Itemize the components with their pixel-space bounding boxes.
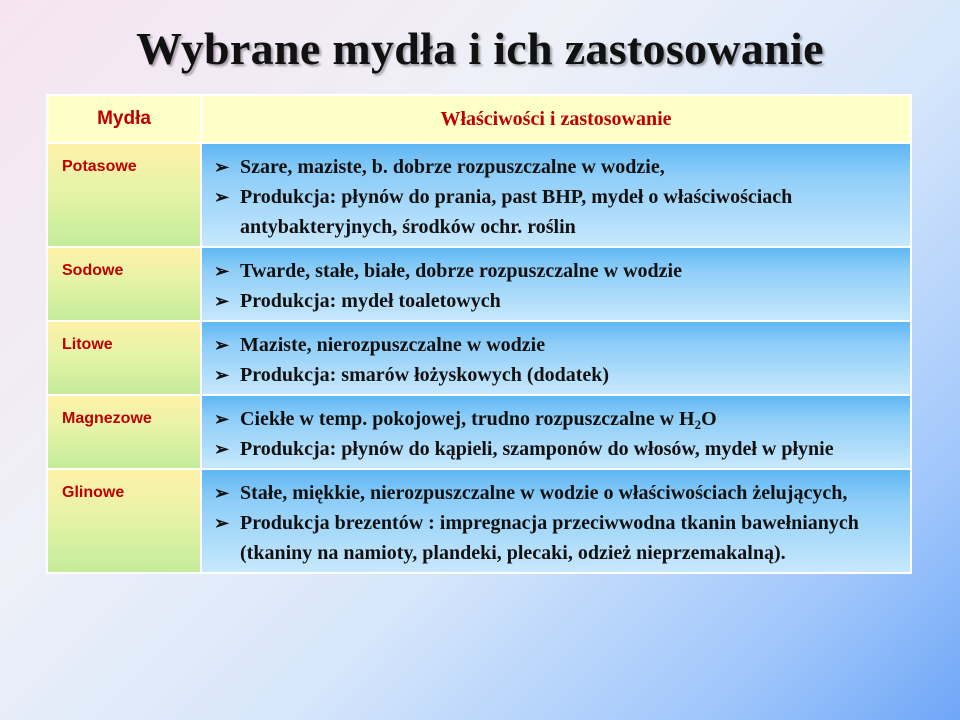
list-item bbox=[212, 404, 904, 434]
properties-cell bbox=[201, 143, 911, 247]
arrowhead-bullet-icon: ➢ bbox=[214, 261, 230, 281]
soap-type-cell: Litowe bbox=[47, 321, 201, 395]
list-item-text: Ciekłe w temp. pokojowej, trudno rozpuszczalne w H bbox=[240, 408, 695, 430]
list-item-text: Produkcja: smarów łożyskowych (dodatek) bbox=[240, 364, 610, 386]
soap-type-cell: Potasowe bbox=[47, 143, 201, 247]
properties-list bbox=[212, 478, 904, 568]
properties-list bbox=[212, 256, 904, 316]
list-item-text: Twarde, stałe, białe, dobrze rozpuszczalne w wodzie bbox=[240, 260, 682, 282]
column-header-soaps: Mydła bbox=[47, 95, 201, 143]
table-row bbox=[47, 469, 911, 573]
list-item-text: Maziste, nierozpuszczalne w wodzie bbox=[240, 334, 546, 356]
list-item bbox=[212, 360, 904, 390]
arrowhead-bullet-icon: ➢ bbox=[214, 335, 230, 355]
soap-type-cell: Sodowe bbox=[47, 247, 201, 321]
table-header-row bbox=[47, 95, 911, 143]
page-title: Wybrane mydła i ich zastosowanie bbox=[136, 23, 824, 74]
list-item bbox=[212, 330, 904, 360]
subscript: 2 bbox=[694, 417, 702, 432]
list-item bbox=[212, 152, 904, 182]
list-item-text: Szare, maziste, b. dobrze rozpuszczalne w wodzie, bbox=[240, 156, 665, 178]
list-item-text: Produkcja: płynów do prania, past BHP, mydeł o właściwościach antybakteryjnych, środków ochr. roślin bbox=[240, 186, 793, 238]
properties-list bbox=[212, 152, 904, 242]
list-item-text: Produkcja: mydeł toaletowych bbox=[240, 290, 501, 312]
list-item-text: Stałe, miękkie, nierozpuszczalne w wodzie o właściwościach żelujących, bbox=[240, 482, 848, 504]
list-item-text-end: O bbox=[701, 408, 717, 430]
arrowhead-bullet-icon: ➢ bbox=[214, 157, 230, 177]
arrowhead-bullet-icon: ➢ bbox=[214, 439, 230, 459]
column-header-properties: Właściwości i zastosowanie bbox=[201, 95, 911, 143]
properties-cell bbox=[201, 247, 911, 321]
arrowhead-bullet-icon: ➢ bbox=[214, 513, 230, 533]
arrowhead-bullet-icon: ➢ bbox=[214, 365, 230, 385]
arrowhead-bullet-icon: ➢ bbox=[214, 291, 230, 311]
table-row bbox=[47, 247, 911, 321]
properties-cell bbox=[201, 321, 911, 395]
list-item bbox=[212, 286, 904, 316]
list-item bbox=[212, 182, 904, 242]
arrowhead-bullet-icon: ➢ bbox=[214, 483, 230, 503]
soap-type-cell: Glinowe bbox=[47, 469, 201, 573]
properties-cell bbox=[201, 395, 911, 469]
list-item bbox=[212, 256, 904, 286]
properties-list bbox=[212, 404, 904, 464]
table-row bbox=[47, 321, 911, 395]
table-row bbox=[47, 395, 911, 469]
soaps-table bbox=[46, 94, 912, 574]
list-item-text: Produkcja: płynów do kąpieli, szamponów do włosów, mydeł w płynie bbox=[240, 438, 834, 460]
list-item bbox=[212, 478, 904, 508]
table-body bbox=[47, 143, 911, 573]
soap-type-cell: Magnezowe bbox=[47, 395, 201, 469]
properties-cell bbox=[201, 469, 911, 573]
arrowhead-bullet-icon: ➢ bbox=[214, 409, 230, 429]
list-item bbox=[212, 434, 904, 464]
arrowhead-bullet-icon: ➢ bbox=[214, 187, 230, 207]
table-row bbox=[47, 143, 911, 247]
list-item-text: Produkcja brezentów : impregnacja przeciwwodna tkanin bawełnianych (tkaniny na namioty, plandeki, plecaki, odzież nieprzemakalną). bbox=[240, 512, 859, 564]
list-item bbox=[212, 508, 904, 568]
properties-list bbox=[212, 330, 904, 390]
